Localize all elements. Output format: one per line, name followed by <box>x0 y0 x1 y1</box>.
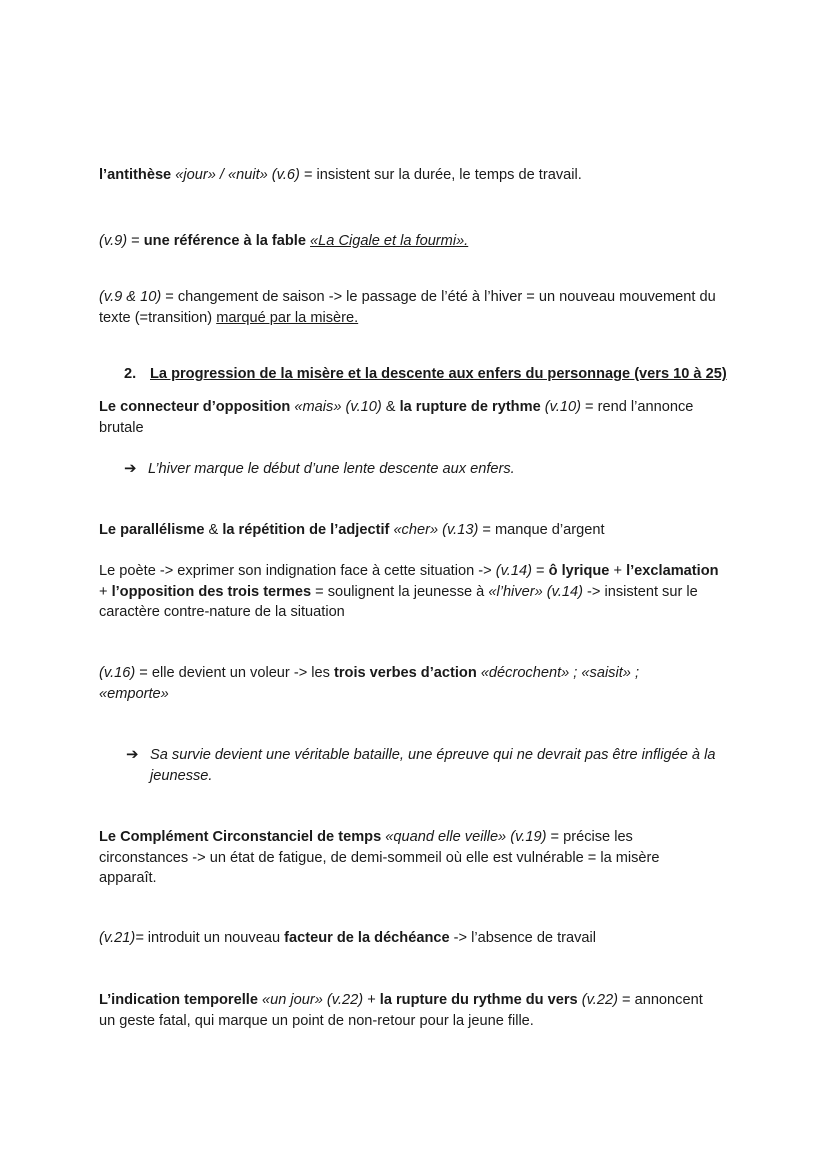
term: l’antithèse <box>99 167 172 183</box>
paragraph-antithese: l’antithèse «jour» / «nuit» (v.6) = insistent sur la durée, le temps de travail. <box>99 167 582 183</box>
paragraph-complement: Le Complément Circonstanciel de temps «quand elle veille» (v.19) = précise les circonstances -> un état de fatigue, de demi-sommeil où elle est vulnérable = la misère apparaît. <box>99 829 660 886</box>
term: une référence à la fable <box>143 233 306 249</box>
paragraph-parallelisme: Le parallélisme & la répétition de l’adjectif «cher» (v.13) = manque d’argent <box>99 522 605 538</box>
verse-ref: (v.9 & 10) <box>99 289 162 305</box>
paragraph-indication: L’indication temporelle «un jour» (v.22) + la rupture du rythme du vers (v.22) = annoncent un geste fatal, qui marque un point de non-retour pour la jeune fille. <box>99 992 703 1029</box>
arrow-conclusion-1 <box>124 459 734 480</box>
conclusion-text: Sa survie devient une véritable bataille, une épreuve qui ne devrait pas être infligée à la jeunesse. <box>150 747 716 784</box>
arrow-conclusion-2 <box>126 745 736 786</box>
conclusion-text: L’hiver marque le début d’une lente descente aux enfers. <box>148 461 515 477</box>
paragraph-fable: (v.9) = une référence à la fable «La Cigale et la fourmi». <box>99 233 469 249</box>
quote: «jour» / «nuit» (v.6) <box>175 167 300 183</box>
underlined-phrase: marqué par la misère. <box>216 309 359 326</box>
section-heading <box>124 364 744 385</box>
arrow-icon: ➔ <box>126 746 139 763</box>
section-title: La progression de la misère et la descente aux enfers du personnage (vers 10 à 25) <box>150 366 727 382</box>
paragraph-voleur: (v.16) = elle devient un voleur -> les trois verbes d’action «décrochent» ; «saisit» ; «emporte» <box>99 665 640 702</box>
arrow-icon: ➔ <box>124 460 137 477</box>
paragraph-changement-saison: (v.9 & 10) = changement de saison -> le passage de l’été à l’hiver = un nouveau mouvement du texte (=transition) marqué par la misère. <box>99 289 716 326</box>
paragraph-connecteur: Le connecteur d’opposition «mais» (v.10) & la rupture de rythme (v.10) = rend l’annonce brutale <box>99 399 694 436</box>
paragraph-decheance: (v.21)= introduit un nouveau facteur de la déchéance -> l’absence de travail <box>99 930 597 946</box>
section-number: 2. <box>124 366 137 382</box>
paragraph-indignation: Le poète -> exprimer son indignation face à cette situation -> (v.14) = ô lyrique + l’exclamation + l’opposition des trois termes = soulignent la jeunesse à «l’hiver» (v.14) -> insistent sur le caractère contre-nature de la situation <box>99 563 719 620</box>
verse-ref: (v.9) <box>99 233 128 249</box>
fable-title: «La Cigale et la fourmi». <box>310 233 469 249</box>
